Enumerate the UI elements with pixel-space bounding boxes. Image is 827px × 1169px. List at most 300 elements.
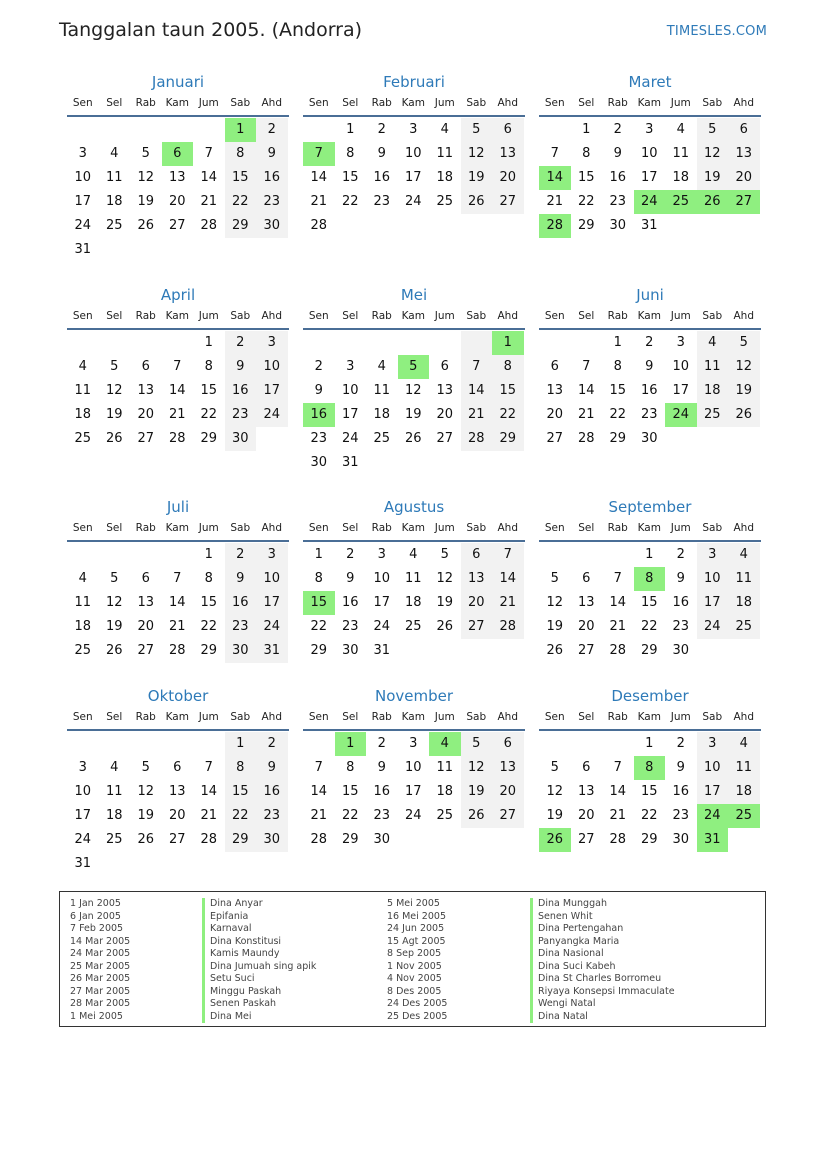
day-cell: 25	[436, 194, 454, 209]
day-cell: 30	[256, 828, 288, 852]
day-cell: 5	[440, 547, 449, 562]
day-cell: 13	[168, 784, 186, 799]
empty-cell	[539, 331, 571, 355]
day-cell: 10	[256, 567, 288, 591]
legend-date: 15 Agt 2005	[387, 935, 446, 947]
day-cell: 12	[105, 595, 123, 610]
day-cell: 1	[225, 732, 257, 756]
weekday-label: Rab	[607, 711, 628, 723]
day-cell: 30	[609, 218, 627, 233]
weekday-label: Sab	[230, 97, 251, 109]
empty-cell	[303, 732, 335, 756]
day-cell: 11	[436, 146, 454, 161]
day-cell: 20	[168, 808, 186, 823]
day-cell: 14	[310, 170, 328, 185]
day-cell: 26	[546, 643, 564, 658]
day-cell: 16	[373, 170, 391, 185]
empty-cell	[303, 118, 335, 142]
empty-cell	[67, 543, 99, 567]
weekday-label: Jum	[198, 522, 219, 534]
legend-date: 8 Sep 2005	[387, 948, 442, 959]
days-grid	[539, 331, 761, 451]
weekday-label: Jum	[198, 310, 219, 322]
weekday-label: Ahd	[261, 97, 282, 109]
legend-date: 14 Mar 2005	[70, 935, 131, 947]
day-cell: 8	[314, 571, 323, 586]
empty-cell	[398, 331, 430, 355]
weekday-label: Rab	[371, 711, 392, 723]
day-cell: 30	[256, 214, 288, 238]
day-cell: 6	[728, 118, 760, 142]
days-grid	[67, 732, 289, 876]
day-cell: 14	[609, 784, 627, 799]
holiday-day-cell: 31	[697, 828, 729, 852]
day-cell: 4	[78, 359, 87, 374]
day-cell: 2	[676, 736, 685, 751]
day-cell: 3	[409, 122, 418, 137]
empty-cell	[461, 331, 493, 355]
weekday-label: Ahd	[497, 522, 518, 534]
day-cell: 9	[377, 760, 386, 775]
day-cell: 21	[168, 407, 186, 422]
day-cell: 30	[672, 643, 690, 658]
day-cell: 19	[546, 619, 564, 634]
holiday-day-cell: 1	[335, 732, 367, 756]
day-cell: 7	[550, 146, 559, 161]
legend-holiday-name: Kamis Maundy	[202, 948, 316, 961]
day-cell: 28	[492, 615, 524, 639]
day-cell: 7	[204, 760, 213, 775]
weekday-header	[67, 308, 289, 330]
empty-cell	[571, 732, 603, 756]
empty-cell	[130, 543, 162, 567]
legend-holiday-name: Riyaya Konsepsi Immaculate	[530, 986, 675, 999]
legend-date: 24 Jun 2005	[387, 923, 445, 934]
holiday-day-cell: 26	[539, 828, 571, 852]
day-cell: 4	[110, 760, 119, 775]
day-cell: 26	[105, 431, 123, 446]
day-cell: 19	[137, 194, 155, 209]
legend-holiday-name: Senen Whit	[530, 911, 675, 924]
day-cell: 7	[582, 359, 591, 374]
day-cell: 25	[404, 619, 422, 634]
day-cell: 15	[200, 595, 218, 610]
weekday-header	[303, 520, 525, 542]
legend-date: 6 Jan 2005	[70, 910, 121, 922]
day-cell: 25	[373, 431, 391, 446]
day-cell: 11	[74, 383, 92, 398]
day-cell: 14	[577, 383, 595, 398]
day-cell: 12	[546, 595, 564, 610]
weekday-label: Rab	[135, 97, 156, 109]
legend-holiday-name: Dina Pertengahan	[530, 923, 675, 936]
weekday-label: Sab	[230, 310, 251, 322]
empty-cell	[162, 732, 194, 756]
day-cell: 24	[74, 218, 92, 233]
day-cell: 31	[74, 242, 92, 257]
day-cell: 31	[256, 639, 288, 663]
day-cell: 4	[78, 571, 87, 586]
weekday-label: Jum	[198, 97, 219, 109]
day-cell: 10	[404, 760, 422, 775]
month-block	[67, 73, 289, 262]
legend-holiday-name: Epifania	[202, 911, 316, 924]
day-cell: 3	[645, 122, 654, 137]
day-cell: 17	[404, 170, 422, 185]
month-block	[303, 286, 525, 475]
day-cell: 20	[137, 619, 155, 634]
day-cell: 6	[582, 571, 591, 586]
day-cell: 1	[204, 547, 213, 562]
legend-holiday-name: Dina St Charles Borromeu	[530, 973, 675, 986]
day-cell: 10	[341, 383, 359, 398]
day-cell: 30	[310, 455, 328, 470]
day-cell: 10	[74, 170, 92, 185]
month-name: November	[374, 687, 454, 705]
day-cell: 26	[728, 403, 760, 427]
legend-dates-left	[70, 898, 130, 1023]
day-cell: 8	[582, 146, 591, 161]
day-cell: 19	[728, 379, 760, 403]
weekday-header	[303, 308, 525, 330]
day-cell: 19	[105, 619, 123, 634]
day-cell: 21	[609, 619, 627, 634]
day-cell: 25	[105, 218, 123, 233]
day-cell: 24	[697, 615, 729, 639]
day-cell: 31	[373, 643, 391, 658]
day-cell: 11	[404, 571, 422, 586]
day-cell: 12	[404, 383, 422, 398]
holiday-day-cell: 1	[225, 118, 257, 142]
day-cell: 12	[728, 355, 760, 379]
weekday-label: Sab	[702, 310, 723, 322]
day-cell: 9	[225, 567, 257, 591]
day-cell: 23	[225, 615, 257, 639]
weekday-header	[539, 709, 761, 731]
day-cell: 2	[225, 331, 257, 355]
weekday-label: Sen	[308, 522, 329, 534]
day-cell: 28	[609, 832, 627, 847]
day-cell: 6	[550, 359, 559, 374]
day-cell: 22	[310, 619, 328, 634]
weekday-label: Ahd	[733, 522, 754, 534]
day-cell: 16	[256, 166, 288, 190]
legend-holiday-name: Senen Paskah	[202, 998, 316, 1011]
day-cell: 13	[461, 567, 493, 591]
legend-dates-right	[387, 898, 447, 1023]
day-cell: 1	[314, 547, 323, 562]
day-cell: 7	[204, 146, 213, 161]
empty-cell	[539, 543, 571, 567]
day-cell: 23	[672, 808, 690, 823]
day-cell: 28	[310, 832, 328, 847]
day-cell: 20	[168, 194, 186, 209]
empty-cell	[67, 118, 99, 142]
empty-cell	[193, 732, 225, 756]
day-cell: 4	[377, 359, 386, 374]
day-cell: 11	[672, 146, 690, 161]
month-block	[539, 498, 761, 663]
legend-date: 1 Nov 2005	[387, 960, 442, 972]
day-cell: 5	[550, 571, 559, 586]
holiday-day-cell: 4	[429, 732, 461, 756]
day-cell: 22	[640, 808, 658, 823]
day-cell: 15	[492, 379, 524, 403]
day-cell: 13	[546, 383, 564, 398]
day-cell: 2	[377, 122, 386, 137]
legend-names-left	[202, 898, 316, 1023]
day-cell: 1	[204, 335, 213, 350]
day-cell: 4	[697, 331, 729, 355]
day-cell: 7	[173, 571, 182, 586]
legend-date: 28 Mar 2005	[70, 998, 131, 1009]
empty-cell	[99, 118, 131, 142]
day-cell: 10	[74, 784, 92, 799]
legend-date: 5 Mei 2005	[387, 898, 440, 909]
day-cell: 23	[341, 619, 359, 634]
day-cell: 12	[546, 784, 564, 799]
day-cell: 2	[225, 543, 257, 567]
day-cell: 18	[436, 170, 454, 185]
weekday-header	[303, 709, 525, 731]
day-cell: 27	[168, 832, 186, 847]
legend-holiday-name: Dina Suci Kabeh	[530, 961, 675, 974]
day-cell: 19	[436, 595, 454, 610]
day-cell: 14	[609, 595, 627, 610]
day-cell: 22	[577, 194, 595, 209]
weekday-label: Kam	[165, 97, 189, 109]
weekday-label: Sel	[578, 97, 595, 109]
day-cell: 2	[676, 547, 685, 562]
weekday-label: Ahd	[261, 711, 282, 723]
day-cell: 17	[373, 595, 391, 610]
day-cell: 26	[404, 431, 422, 446]
day-cell: 28	[168, 431, 186, 446]
page-title: Tanggalan taun 2005. (Andorra)	[59, 19, 363, 41]
day-cell: 17	[697, 591, 729, 615]
empty-cell	[99, 732, 131, 756]
day-cell: 10	[697, 567, 729, 591]
day-cell: 27	[577, 643, 595, 658]
day-cell: 5	[461, 118, 493, 142]
day-cell: 23	[225, 403, 257, 427]
day-cell: 8	[613, 359, 622, 374]
weekday-label: Sab	[466, 97, 487, 109]
holiday-day-cell: 16	[303, 403, 335, 427]
day-cell: 13	[168, 170, 186, 185]
day-cell: 22	[341, 194, 359, 209]
day-cell: 19	[546, 808, 564, 823]
empty-cell	[130, 331, 162, 355]
weekday-label: Rab	[371, 310, 392, 322]
weekday-label: Sel	[106, 97, 123, 109]
day-cell: 13	[137, 595, 155, 610]
day-cell: 15	[341, 784, 359, 799]
weekday-label: Ahd	[261, 522, 282, 534]
day-cell: 23	[256, 804, 288, 828]
month-block	[539, 286, 761, 451]
day-cell: 27	[137, 431, 155, 446]
weekday-header	[67, 95, 289, 117]
day-cell: 8	[492, 355, 524, 379]
day-cell: 29	[492, 427, 524, 451]
holiday-day-cell: 25	[665, 190, 697, 214]
day-cell: 6	[461, 543, 493, 567]
day-cell: 10	[672, 359, 690, 374]
days-grid	[303, 543, 525, 663]
day-cell: 12	[137, 170, 155, 185]
legend-date: 26 Mar 2005	[70, 973, 131, 984]
legend-holiday-name: Minggu Paskah	[202, 986, 316, 999]
day-cell: 30	[341, 643, 359, 658]
day-cell: 12	[697, 142, 729, 166]
day-cell: 17	[256, 591, 288, 615]
day-cell: 1	[582, 122, 591, 137]
holiday-day-cell: 24	[665, 403, 697, 427]
month-block	[67, 498, 289, 663]
weekday-label: Ahd	[733, 97, 754, 109]
holiday-day-cell: 8	[634, 756, 666, 780]
day-cell: 16	[672, 595, 690, 610]
weekday-label: Kam	[401, 711, 425, 723]
weekday-label: Sel	[578, 711, 595, 723]
month-name: Februari	[383, 73, 445, 91]
brand-link[interactable]: TIMESLES.COM	[666, 24, 767, 39]
day-cell: 15	[640, 784, 658, 799]
legend-date: 25 Des 2005	[387, 1010, 448, 1022]
day-cell: 14	[461, 379, 493, 403]
day-cell: 14	[200, 170, 218, 185]
holiday-day-cell: 27	[728, 190, 760, 214]
day-cell: 17	[74, 194, 92, 209]
holiday-day-cell: 6	[162, 142, 194, 166]
day-cell: 2	[613, 122, 622, 137]
weekday-label: Ahd	[497, 711, 518, 723]
day-cell: 5	[728, 331, 760, 355]
weekday-label: Sel	[106, 711, 123, 723]
day-cell: 12	[137, 784, 155, 799]
day-cell: 18	[728, 780, 760, 804]
day-cell: 29	[200, 643, 218, 658]
day-cell: 14	[310, 784, 328, 799]
weekday-label: Sen	[72, 711, 93, 723]
day-cell: 12	[461, 756, 493, 780]
days-grid	[303, 331, 525, 475]
day-cell: 3	[409, 736, 418, 751]
weekday-header	[539, 308, 761, 330]
legend-holiday-name: Dina Mei	[202, 1011, 316, 1024]
weekday-label: Sen	[544, 522, 565, 534]
days-grid	[303, 732, 525, 852]
days-grid	[539, 118, 761, 238]
day-cell: 24	[404, 194, 422, 209]
day-cell: 20	[492, 780, 524, 804]
day-cell: 4	[728, 543, 760, 567]
day-cell: 3	[78, 760, 87, 775]
days-grid	[67, 331, 289, 451]
empty-cell	[162, 331, 194, 355]
weekday-label: Kam	[637, 711, 661, 723]
day-cell: 18	[728, 591, 760, 615]
day-cell: 22	[492, 403, 524, 427]
day-cell: 10	[697, 756, 729, 780]
month-block	[539, 687, 761, 852]
day-cell: 7	[613, 760, 622, 775]
day-cell: 13	[492, 142, 524, 166]
day-cell: 24	[256, 403, 288, 427]
day-cell: 28	[577, 431, 595, 446]
day-cell: 8	[204, 359, 213, 374]
weekday-label: Sen	[308, 711, 329, 723]
day-cell: 11	[105, 784, 123, 799]
empty-cell	[366, 331, 398, 355]
holiday-day-cell: 24	[697, 804, 729, 828]
day-cell: 9	[225, 355, 257, 379]
weekday-label: Jum	[198, 711, 219, 723]
weekday-label: Rab	[135, 522, 156, 534]
day-cell: 22	[609, 407, 627, 422]
day-cell: 9	[676, 760, 685, 775]
day-cell: 17	[404, 784, 422, 799]
day-cell: 5	[110, 571, 119, 586]
weekday-label: Rab	[607, 522, 628, 534]
day-cell: 12	[105, 383, 123, 398]
day-cell: 5	[110, 359, 119, 374]
empty-cell	[162, 118, 194, 142]
days-grid	[303, 118, 525, 238]
weekday-label: Sen	[544, 310, 565, 322]
day-cell: 28	[609, 643, 627, 658]
day-cell: 29	[200, 431, 218, 446]
day-cell: 22	[200, 407, 218, 422]
weekday-label: Rab	[371, 522, 392, 534]
day-cell: 4	[676, 122, 685, 137]
day-cell: 2	[256, 118, 288, 142]
day-cell: 15	[225, 166, 257, 190]
day-cell: 20	[546, 407, 564, 422]
day-cell: 25	[697, 403, 729, 427]
days-grid	[67, 543, 289, 663]
day-cell: 17	[640, 170, 658, 185]
day-cell: 16	[672, 784, 690, 799]
weekday-label: Sen	[308, 310, 329, 322]
day-cell: 18	[74, 407, 92, 422]
day-cell: 27	[577, 832, 595, 847]
weekday-label: Jum	[434, 97, 455, 109]
day-cell: 3	[697, 732, 729, 756]
holiday-day-cell: 26	[697, 190, 729, 214]
weekday-label: Sab	[230, 522, 251, 534]
day-cell: 20	[577, 808, 595, 823]
day-cell: 23	[640, 407, 658, 422]
day-cell: 28	[200, 218, 218, 233]
day-cell: 27	[546, 431, 564, 446]
weekday-label: Rab	[607, 310, 628, 322]
weekday-label: Sel	[106, 310, 123, 322]
day-cell: 8	[204, 571, 213, 586]
day-cell: 13	[492, 756, 524, 780]
empty-cell	[67, 331, 99, 355]
day-cell: 6	[440, 359, 449, 374]
month-name: April	[160, 286, 196, 304]
day-cell: 23	[256, 190, 288, 214]
weekday-label: Kam	[637, 522, 661, 534]
day-cell: 1	[613, 335, 622, 350]
day-cell: 7	[314, 760, 323, 775]
weekday-label: Sab	[466, 522, 487, 534]
weekday-label: Sen	[308, 97, 329, 109]
day-cell: 15	[200, 383, 218, 398]
